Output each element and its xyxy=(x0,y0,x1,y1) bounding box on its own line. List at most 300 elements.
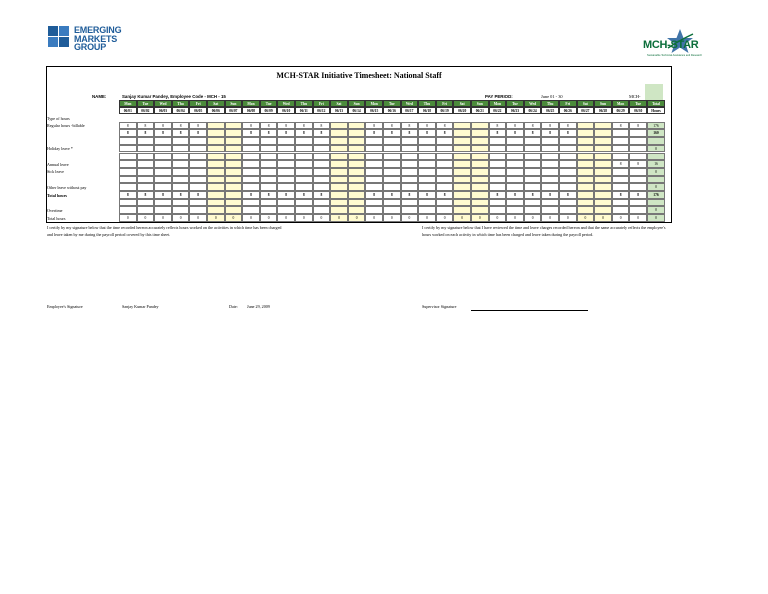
hours-cell xyxy=(383,168,401,176)
hours-cell xyxy=(594,191,612,199)
hours-cell xyxy=(471,160,489,168)
mch-star-logo xyxy=(643,30,718,58)
hours-cell xyxy=(594,199,612,207)
hours-cell xyxy=(383,137,401,145)
date-header: 06/10 xyxy=(277,107,295,114)
hours-cell xyxy=(489,160,507,168)
hours-cell: 0 xyxy=(137,214,155,222)
hours-cell: 0 xyxy=(594,214,612,222)
date-header: 06/14 xyxy=(348,107,366,114)
date-header: 06/28 xyxy=(594,107,612,114)
total-hours-header: Hours xyxy=(647,107,665,114)
hours-cell xyxy=(260,145,278,153)
hours-cell xyxy=(365,206,383,214)
day-header: Wed xyxy=(401,100,419,107)
employee-name: Sanjay Kumar Pandey, Employee Code - MCH - 15 xyxy=(122,94,226,99)
date-header: 06/09 xyxy=(260,107,278,114)
hours-cell xyxy=(189,145,207,153)
hours-cell: 8 xyxy=(119,191,137,199)
hours-cell: 0 xyxy=(330,214,348,222)
hours-cell xyxy=(242,137,260,145)
hours-cell: 8 xyxy=(295,191,313,199)
hours-cell: 8 xyxy=(137,122,155,130)
hours-cell xyxy=(330,191,348,199)
hours-cell: 8 xyxy=(260,122,278,130)
hours-cell: 8 xyxy=(629,191,647,199)
date-header: 06/30 xyxy=(629,107,647,114)
hours-cell xyxy=(453,122,471,130)
hours-cell xyxy=(489,199,507,207)
hours-cell xyxy=(629,129,647,137)
hours-cell: 0 xyxy=(189,214,207,222)
hours-cell xyxy=(453,206,471,214)
hours-cell xyxy=(295,160,313,168)
hours-cell xyxy=(489,153,507,161)
hours-cell xyxy=(453,145,471,153)
hours-cell: 0 xyxy=(629,214,647,222)
hours-cell xyxy=(260,199,278,207)
hours-cell xyxy=(453,191,471,199)
hours-cell xyxy=(225,160,243,168)
row-total-cell: 0 xyxy=(647,183,665,191)
hours-cell: 0 xyxy=(612,214,630,222)
hours-cell xyxy=(189,206,207,214)
hours-cell xyxy=(453,137,471,145)
hours-cell xyxy=(330,168,348,176)
hours-cell xyxy=(207,176,225,184)
hours-cell xyxy=(524,176,542,184)
emg-line3: GROUP xyxy=(74,42,107,52)
hours-cell xyxy=(189,137,207,145)
name-label: NAME: xyxy=(92,94,107,99)
hours-cell xyxy=(383,176,401,184)
hours-cell xyxy=(277,145,295,153)
hours-cell xyxy=(313,145,331,153)
hours-cell xyxy=(313,206,331,214)
hours-cell xyxy=(506,137,524,145)
hours-cell xyxy=(506,168,524,176)
hours-cell xyxy=(330,122,348,130)
hours-cell xyxy=(524,160,542,168)
hours-cell xyxy=(260,206,278,214)
hours-cell xyxy=(277,183,295,191)
hours-cell xyxy=(506,160,524,168)
hours-cell xyxy=(541,145,559,153)
hours-cell xyxy=(348,206,366,214)
hours-cell: 0 xyxy=(348,214,366,222)
day-header: Fri xyxy=(559,100,577,107)
hours-cell xyxy=(154,206,172,214)
hours-cell xyxy=(295,206,313,214)
hours-cell xyxy=(524,168,542,176)
hours-cell xyxy=(559,137,577,145)
row-label: Overtime xyxy=(47,207,63,213)
hours-cell xyxy=(436,199,454,207)
emg-squares-icon xyxy=(48,26,70,48)
row-total-cell xyxy=(647,153,665,161)
day-header: Sat xyxy=(330,100,348,107)
hours-cell: 8 xyxy=(365,129,383,137)
hours-cell xyxy=(154,176,172,184)
hours-cell xyxy=(260,176,278,184)
row-total-cell: 0 xyxy=(647,206,665,214)
mch-star-subtitle: Sustainable Technical Assistance and Research xyxy=(647,54,703,57)
row-label: Type of hours xyxy=(47,115,70,121)
hours-cell xyxy=(383,145,401,153)
hours-cell: 8 xyxy=(418,191,436,199)
hours-cell xyxy=(119,160,137,168)
hours-cell xyxy=(330,137,348,145)
hours-cell xyxy=(295,199,313,207)
hours-cell xyxy=(559,160,577,168)
hours-cell xyxy=(401,160,419,168)
hours-cell xyxy=(207,145,225,153)
hours-cell xyxy=(207,191,225,199)
hours-cell xyxy=(559,206,577,214)
hours-cell xyxy=(453,183,471,191)
hours-cell xyxy=(277,168,295,176)
hours-cell: 8 xyxy=(313,129,331,137)
date-header: 06/15 xyxy=(365,107,383,114)
hours-cell xyxy=(577,183,595,191)
hours-cell xyxy=(559,153,577,161)
day-header: Tue xyxy=(383,100,401,107)
hours-cell: 8 xyxy=(383,129,401,137)
hours-cell xyxy=(506,183,524,191)
code-label: MCH- xyxy=(629,94,641,99)
hours-cell xyxy=(348,153,366,161)
hours-cell xyxy=(207,160,225,168)
hours-cell xyxy=(471,129,489,137)
hours-cell xyxy=(453,160,471,168)
hours-cell xyxy=(577,137,595,145)
hours-cell: 0 xyxy=(401,214,419,222)
date-header: 06/23 xyxy=(506,107,524,114)
hours-cell xyxy=(471,153,489,161)
emg-line1: EMERGING xyxy=(74,25,122,35)
hours-cell: 8 xyxy=(489,122,507,130)
hours-cell xyxy=(401,183,419,191)
hours-cell xyxy=(629,168,647,176)
hours-cell xyxy=(594,145,612,153)
date-header: 06/13 xyxy=(330,107,348,114)
hours-cell: 8 xyxy=(506,122,524,130)
hours-cell xyxy=(401,176,419,184)
hours-cell xyxy=(524,153,542,161)
hours-cell xyxy=(436,137,454,145)
hours-cell xyxy=(506,199,524,207)
hours-cell: 8 xyxy=(295,129,313,137)
hours-cell: 8 xyxy=(612,160,630,168)
hours-cell: 8 xyxy=(189,122,207,130)
hours-cell: 8 xyxy=(629,122,647,130)
day-header: Thu xyxy=(418,100,436,107)
hours-cell: 0 xyxy=(436,214,454,222)
hours-cell xyxy=(189,160,207,168)
hours-cell: 8 xyxy=(418,122,436,130)
hours-cell xyxy=(242,176,260,184)
row-label: Annual leave xyxy=(47,161,69,167)
hours-cell xyxy=(629,145,647,153)
hours-cell: 0 xyxy=(524,214,542,222)
day-header: Tue xyxy=(260,100,278,107)
supervisor-signature-label: Supervisor Signature xyxy=(422,304,457,309)
hours-cell xyxy=(594,129,612,137)
hours-cell: 8 xyxy=(260,191,278,199)
hours-cell xyxy=(295,176,313,184)
date-header: 06/20 xyxy=(453,107,471,114)
hours-cell xyxy=(629,183,647,191)
hours-cell xyxy=(401,145,419,153)
hours-cell: 8 xyxy=(489,129,507,137)
hours-cell xyxy=(489,183,507,191)
date-header: 06/19 xyxy=(436,107,454,114)
total-header-fill xyxy=(645,84,663,100)
hours-cell: 8 xyxy=(313,122,331,130)
row-label: Sick leave xyxy=(47,169,64,175)
hours-cell xyxy=(524,137,542,145)
hours-cell xyxy=(506,176,524,184)
row-total-cell xyxy=(647,176,665,184)
hours-cell: 0 xyxy=(225,214,243,222)
hours-cell xyxy=(225,137,243,145)
hours-cell: 8 xyxy=(401,122,419,130)
hours-cell xyxy=(365,153,383,161)
hours-cell xyxy=(330,176,348,184)
hours-cell xyxy=(541,176,559,184)
hours-cell: 8 xyxy=(242,129,260,137)
hours-cell: 8 xyxy=(383,191,401,199)
hours-cell xyxy=(365,183,383,191)
date-header: 06/17 xyxy=(401,107,419,114)
hours-cell: 0 xyxy=(471,214,489,222)
hours-cell xyxy=(207,168,225,176)
hours-cell xyxy=(541,168,559,176)
hours-cell xyxy=(594,183,612,191)
hours-cell xyxy=(436,160,454,168)
hours-cell xyxy=(295,168,313,176)
hours-cell xyxy=(260,183,278,191)
day-header: Thu xyxy=(172,100,190,107)
hours-cell xyxy=(524,183,542,191)
hours-cell: 8 xyxy=(277,129,295,137)
hours-cell xyxy=(524,206,542,214)
hours-cell xyxy=(577,206,595,214)
day-header: Mon xyxy=(365,100,383,107)
hours-cell xyxy=(260,137,278,145)
hours-cell xyxy=(383,206,401,214)
day-header: Wed xyxy=(154,100,172,107)
hours-cell: 8 xyxy=(260,129,278,137)
pay-period-value: June 01 - 30 xyxy=(541,94,563,99)
hours-cell xyxy=(348,160,366,168)
hours-cell xyxy=(313,160,331,168)
hours-cell xyxy=(612,145,630,153)
date-header: 06/08 xyxy=(242,107,260,114)
hours-cell xyxy=(172,145,190,153)
hours-cell xyxy=(154,183,172,191)
hours-cell xyxy=(137,199,155,207)
hours-cell: 8 xyxy=(524,129,542,137)
hours-cell xyxy=(348,191,366,199)
hours-cell: 8 xyxy=(154,129,172,137)
hours-cell xyxy=(612,168,630,176)
date-header: 06/05 xyxy=(189,107,207,114)
hours-cell: 8 xyxy=(154,122,172,130)
hours-cell xyxy=(242,199,260,207)
hours-cell xyxy=(383,160,401,168)
hours-cell xyxy=(489,176,507,184)
hours-cell xyxy=(629,206,647,214)
hours-cell xyxy=(436,145,454,153)
day-header: Sat xyxy=(577,100,595,107)
hours-cell xyxy=(154,168,172,176)
hours-cell xyxy=(313,168,331,176)
hours-cell xyxy=(189,199,207,207)
hours-cell xyxy=(612,199,630,207)
hours-cell: 8 xyxy=(612,191,630,199)
day-header: Thu xyxy=(541,100,559,107)
emg-line2: MARKETS xyxy=(74,33,118,44)
hours-cell xyxy=(383,153,401,161)
hours-cell xyxy=(541,199,559,207)
hours-cell: 8 xyxy=(506,129,524,137)
hours-cell xyxy=(207,137,225,145)
hours-cell xyxy=(225,168,243,176)
hours-cell xyxy=(577,145,595,153)
hours-cell xyxy=(594,160,612,168)
date-header: 06/06 xyxy=(207,107,225,114)
hours-cell xyxy=(418,206,436,214)
hours-cell xyxy=(577,168,595,176)
hours-cell: 0 xyxy=(506,214,524,222)
emerging-markets-logo xyxy=(48,26,121,52)
hours-cell: 0 xyxy=(577,214,595,222)
hours-cell xyxy=(137,206,155,214)
day-header: Wed xyxy=(524,100,542,107)
hours-cell xyxy=(577,176,595,184)
row-label: Other leave without pay xyxy=(47,184,87,190)
hours-cell xyxy=(348,199,366,207)
hours-cell xyxy=(524,199,542,207)
hours-cell xyxy=(541,160,559,168)
hours-cell xyxy=(594,176,612,184)
hours-cell xyxy=(594,168,612,176)
hours-cell xyxy=(242,145,260,153)
day-header: Sun xyxy=(348,100,366,107)
supervisor-certification: I certify by my signature below that I have reviewed the time and leave charges recorded hereon and that the same accurately reflects the employee's hours worked on each activity in which time has been charged and leave taken during the payroll period. xyxy=(422,225,666,237)
hours-cell xyxy=(137,183,155,191)
employee-signature-name: Sanjay Kumar Pandey xyxy=(122,304,159,309)
hours-cell xyxy=(401,199,419,207)
hours-cell xyxy=(295,153,313,161)
hours-cell xyxy=(172,199,190,207)
hours-cell xyxy=(313,199,331,207)
pay-period-label: PAY PERIOD: xyxy=(485,94,513,99)
hours-cell xyxy=(330,183,348,191)
hours-cell xyxy=(295,137,313,145)
hours-cell xyxy=(612,183,630,191)
hours-cell: 8 xyxy=(629,160,647,168)
hours-cell xyxy=(541,153,559,161)
hours-cell xyxy=(612,153,630,161)
hours-cell xyxy=(172,183,190,191)
hours-cell xyxy=(172,137,190,145)
hours-cell xyxy=(471,176,489,184)
hours-cell: 8 xyxy=(524,191,542,199)
hours-cell xyxy=(489,168,507,176)
hours-cell xyxy=(225,183,243,191)
hours-cell: 8 xyxy=(119,129,137,137)
day-header: Thu xyxy=(295,100,313,107)
hours-cell: 8 xyxy=(189,129,207,137)
hours-cell: 8 xyxy=(541,122,559,130)
hours-cell: 8 xyxy=(612,122,630,130)
hours-cell xyxy=(541,137,559,145)
hours-cell: 0 xyxy=(154,214,172,222)
hours-cell: 0 xyxy=(365,214,383,222)
hours-cell xyxy=(207,153,225,161)
hours-cell: 0 xyxy=(277,214,295,222)
row-label: Regular hours -billable xyxy=(47,123,85,129)
hours-cell xyxy=(207,206,225,214)
hours-cell: 8 xyxy=(559,191,577,199)
row-total-cell: 16 xyxy=(647,160,665,168)
hours-cell xyxy=(225,206,243,214)
hours-cell xyxy=(137,168,155,176)
hours-cell xyxy=(594,122,612,130)
hours-cell: 0 xyxy=(313,214,331,222)
hours-cell: 8 xyxy=(365,191,383,199)
hours-cell xyxy=(137,145,155,153)
hours-cell: 8 xyxy=(489,191,507,199)
hours-cell: 8 xyxy=(172,191,190,199)
date-header: 06/03 xyxy=(154,107,172,114)
hours-cell xyxy=(559,168,577,176)
hours-cell xyxy=(506,153,524,161)
day-header: Fri xyxy=(436,100,454,107)
hours-cell: 8 xyxy=(172,129,190,137)
employee-signature-label: Employee's Signature xyxy=(47,304,83,309)
hours-cell: 8 xyxy=(189,191,207,199)
hours-cell xyxy=(207,199,225,207)
hours-cell xyxy=(577,122,595,130)
hours-cell xyxy=(277,206,295,214)
hours-cell xyxy=(436,176,454,184)
hours-cell xyxy=(453,129,471,137)
hours-cell xyxy=(348,145,366,153)
hours-cell xyxy=(365,160,383,168)
hours-cell xyxy=(418,199,436,207)
hours-cell: 8 xyxy=(559,129,577,137)
day-header: Mon xyxy=(119,100,137,107)
hours-cell xyxy=(119,183,137,191)
hours-cell xyxy=(154,199,172,207)
hours-cell xyxy=(418,137,436,145)
hours-cell xyxy=(559,176,577,184)
hours-cell xyxy=(365,199,383,207)
hours-cell xyxy=(506,145,524,153)
hours-cell xyxy=(242,160,260,168)
hours-cell xyxy=(330,153,348,161)
hours-cell xyxy=(348,129,366,137)
hours-cell xyxy=(172,160,190,168)
hours-cell: 8 xyxy=(313,191,331,199)
hours-cell xyxy=(594,137,612,145)
hours-cell xyxy=(383,199,401,207)
hours-cell xyxy=(330,160,348,168)
employee-certification: I certify by my signature below that the time recorded hereon accurately reflects hours worked on the activities in which time has been charged and leave taken by me during the payroll period covered by this time sheet. xyxy=(47,225,282,237)
